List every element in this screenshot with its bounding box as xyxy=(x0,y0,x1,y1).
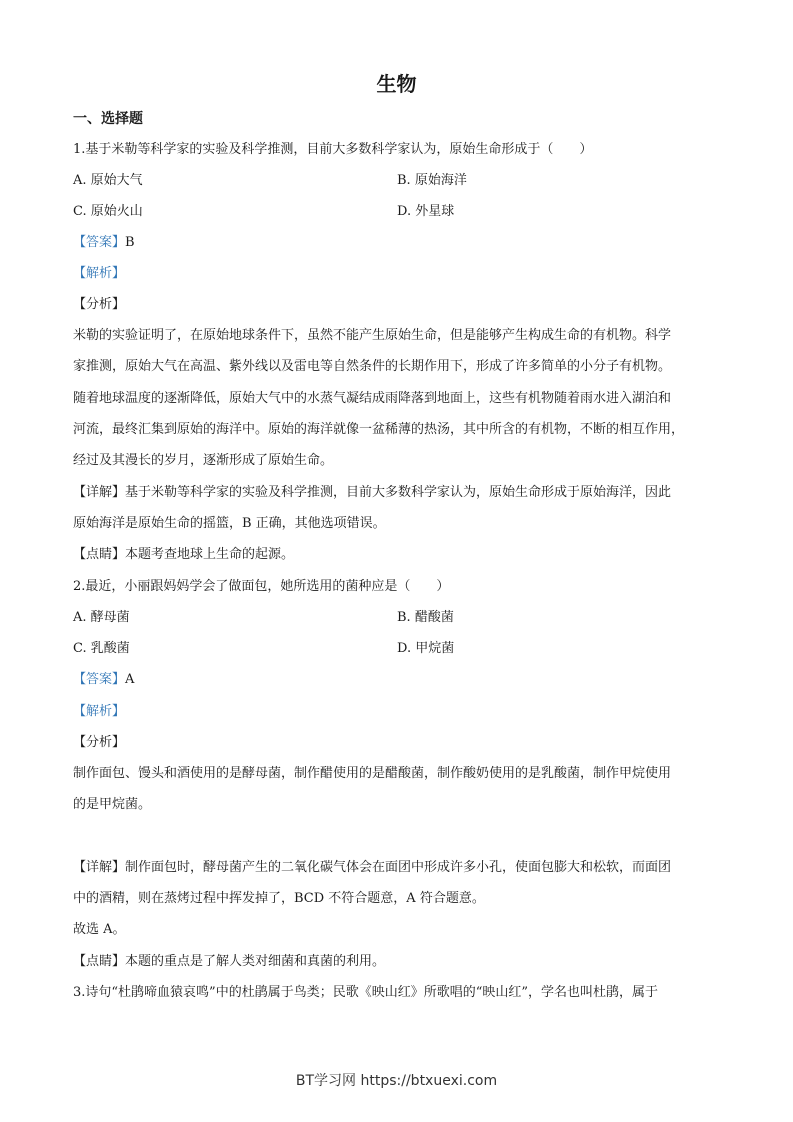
answer-label: 【答案】 xyxy=(73,672,126,687)
q2-option-b: B. 醋酸菌 xyxy=(397,610,454,625)
q2-detail: 【详解】制作面包时，酵母菌产生的二氧化碳气体会在面团中形成许多小孔，使面包膨大和松软，而面团 xyxy=(73,860,672,875)
q1-answer xyxy=(73,233,723,253)
answer-value: A xyxy=(125,672,135,687)
q1-option-a: A. 原始大气 xyxy=(73,173,143,188)
q2-analysis-label: 【解析】 xyxy=(73,704,126,719)
q2-fenxi-label: 【分析】 xyxy=(73,735,126,750)
q1-analysis-text: 米勒的实验证明了，在原始地球条件下，虽然不能产生原始生命，但是能够产生构成生命的有机物。科学 xyxy=(73,328,672,343)
page-footer[interactable]: BT学习网 https://btxuexi.com xyxy=(295,1073,498,1089)
q2-choose: 故选 A。 xyxy=(73,922,126,937)
q1-fenxi-label: 【分析】 xyxy=(73,297,126,312)
q3-stem: 3.诗句“杜鹃啼血猿哀鸣”中的杜鹃属于鸟类；民歌《映山红》所歌唱的“映山红”，学名也叫杜鹃，属于 xyxy=(73,985,658,1000)
q2-analysis-text: 的是甲烷菌。 xyxy=(73,797,152,812)
q1-detail: 原始海洋是原始生命的摇篮，B 正确，其他选项错误。 xyxy=(73,516,386,531)
q2-option-d: D. 甲烷菌 xyxy=(397,641,455,656)
page-title: 生物 xyxy=(376,72,417,96)
q1-option-c: C. 原始火山 xyxy=(73,204,143,219)
q1-option-b: B. 原始海洋 xyxy=(397,173,467,188)
q1-detail: 【详解】基于米勒等科学家的实验及科学推测，目前大多数科学家认为，原始生命形成于原始海洋，因此 xyxy=(73,485,672,500)
q2-analysis-text: 制作面包、馒头和酒使用的是酵母菌，制作醋使用的是醋酸菌，制作酸奶使用的是乳酸菌，制作甲烷使用 xyxy=(73,766,672,781)
section-heading: 一、选择题 xyxy=(73,111,143,127)
answer-label: 【答案】 xyxy=(73,235,126,250)
q1-analysis-label: 【解析】 xyxy=(73,266,126,281)
q2-detail: 中的酒精，则在蒸烤过程中挥发掉了，BCD 不符合题意，A 符合题意。 xyxy=(73,891,485,906)
q1-analysis-text: 随着地球温度的逐渐降低，原始大气中的水蒸气凝结成雨降落到地面上，这些有机物随着雨水进入湖泊和 xyxy=(73,391,672,406)
q1-stem: 1.基于米勒等科学家的实验及科学推测，目前大多数科学家认为，原始生命形成于（ ） xyxy=(73,142,593,157)
answer-value: B xyxy=(125,235,135,250)
q1-option-d: D. 外星球 xyxy=(397,204,455,219)
q2-stem: 2.最近，小丽跟妈妈学会了做面包，她所选用的菌种应是（ ） xyxy=(73,579,450,594)
q1-analysis-text: 家推测，原始大气在高温、紫外线以及雷电等自然条件的长期作用下，形成了许多简单的小分子有机物。 xyxy=(73,359,672,374)
q1-analysis-text: 河流，最终汇集到原始的海洋中。原始的海洋就像一盆稀薄的热汤，其中所含的有机物，不断的相互作用， xyxy=(73,422,685,437)
q2-option-a: A. 酵母菌 xyxy=(73,610,130,625)
q2-point: 【点睛】本题的重点是了解人类对细菌和真菌的利用。 xyxy=(73,954,386,969)
q2-option-c: C. 乳酸菌 xyxy=(73,641,130,656)
q1-analysis-text: 经过及其漫长的岁月，逐渐形成了原始生命。 xyxy=(73,453,334,468)
q1-point: 【点睛】本题考查地球上生命的起源。 xyxy=(73,547,295,562)
q2-answer xyxy=(73,670,723,690)
